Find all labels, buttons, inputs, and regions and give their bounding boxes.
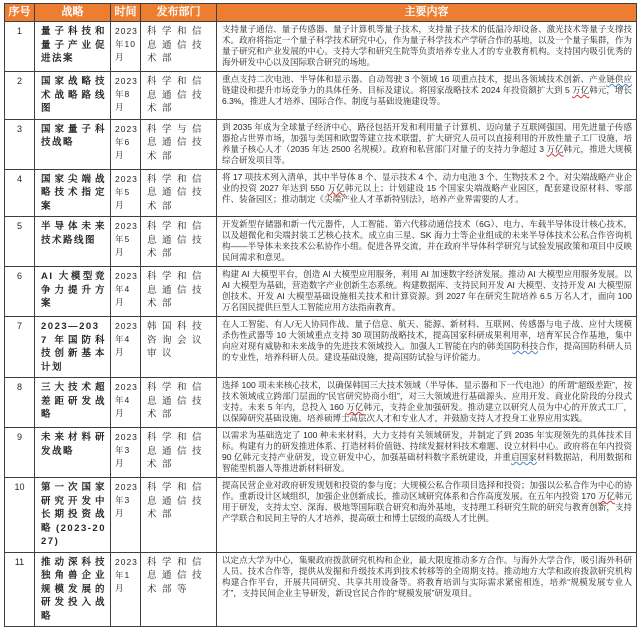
content-segment: 以需求为基础选定了 100 种未来材料，大力支持有关领域研发，并制定了到 2035 年实现领先的具体技术目标。构建有力的研发推进体系、打造材料价值链、持续发掘材料技术难题、设立材料中心。政府将在年内投资 90 亿韩元支持产业研发，设立研发中心，加强基础材料数字系统建设，并重 (222, 430, 632, 462)
row-strategy-name: AI 大模型竞争力提升方案 (35, 267, 111, 317)
content-segment: 材料数据站，利用数据和智能型机器人等推进新材料研发。 (222, 452, 632, 473)
row-strategy-name: 推动深科技独角兽企业规模发展的研发投入战略 (35, 552, 111, 627)
table-row (5, 119, 637, 169)
content-segment: 以定点大学为中心，集聚政府拨款研究机构和企业，最大限度推动多方合作。与海外大学合作，吸引海外科研人员、技术合作等，提供从发掘和升级技术再到技术转移等的全周期支持。推动地方大学和政府拨款研究机构构建合作平台，开展共同研究、共享共用设备等。将教育培训与实际需求紧密相连，培养“规模发展专业人才”，支持民间企业主导研发，新设官民合作的“规模发展”研发项目。 (222, 554, 632, 598)
row-publish-dept: 科学和信息通信技术部 (141, 478, 217, 553)
row-publish-time: 2023年4月 (111, 378, 141, 428)
row-publish-time: 2023年3月 (111, 428, 141, 478)
row-main-content (217, 169, 637, 217)
content-segment: 韩元以上；计划建设 15 个国家尖端战略产业园区，配套建设原材料、零部件、装备园区；推动制定《尖端产业人才革新特别法》，培养产业界需要的人才。 (222, 182, 632, 204)
content-segment-marked: 万亿 (546, 143, 564, 154)
table-row (5, 72, 637, 120)
row-main-content (217, 317, 637, 378)
content-segment-marked: 万亿 (597, 491, 615, 501)
row-publish-time: 2023年6月 (111, 119, 141, 169)
row-strategy-name: 国家尖端战略技术指定案 (35, 169, 111, 217)
row-number: 11 (5, 552, 35, 627)
table-row (5, 478, 637, 553)
header-cell-strategy: 战略 (35, 4, 111, 22)
row-publish-dept: 科学和信息通信技术部 (141, 217, 217, 267)
row-number: 9 (5, 428, 35, 478)
strategy-table (4, 3, 637, 627)
row-publish-time: 2023年8月 (111, 72, 141, 120)
content-segment-marked: 启国家 (510, 452, 537, 462)
row-main-content (217, 267, 637, 317)
content-segment-marked: 万亿 (572, 85, 590, 95)
row-publish-time: 2023年3月 (111, 478, 141, 553)
row-main-content (217, 22, 637, 72)
row-main-content (217, 119, 637, 169)
row-number: 5 (5, 217, 35, 267)
row-strategy-name: 国家量子科技战略 (35, 119, 111, 169)
row-publish-dept: 科学和信息通信技术部 (141, 428, 217, 478)
row-strategy-name: 量子科技和 量子产业促 进法案 (35, 22, 111, 72)
row-publish-dept: 科学和信息通信技术部 (141, 169, 217, 217)
content-segment: 合作，提高国防科研人员的专业性，培养科研人员。建设基础设施，提高国防试验与评价能力。 (222, 341, 632, 362)
content-segment: 韩元，增长 6.3%，推进人才培养、国际合作、制度与基础设施建设等。 (222, 85, 632, 106)
table-row (5, 428, 637, 478)
row-publish-time: 2023年4月 (111, 317, 141, 378)
row-publish-time: 2023年10月 (111, 22, 141, 72)
row-publish-dept: 科学与信息通信技术部 (141, 119, 217, 169)
row-publish-time: 2023年5月 (111, 169, 141, 217)
row-publish-dept: 科学和信息通信技术部 (141, 267, 217, 317)
row-publish-dept: 科学和信息通信技术部等 (141, 552, 217, 627)
row-number: 2 (5, 72, 35, 120)
row-strategy-name: 未来材料研发战略 (35, 428, 111, 478)
row-publish-dept: 科学和信息通信技术部 (141, 72, 217, 120)
row-main-content (217, 428, 637, 478)
table-row (5, 378, 637, 428)
row-number: 10 (5, 478, 35, 553)
row-number: 8 (5, 378, 35, 428)
table-row (5, 267, 637, 317)
content-segment: 支持量子通信、量子传感器、量子计算机等量子技术，支持量子技术的低温冷却设备、激光技术等量子支撑技术。政府将指定一个量子科学技术研究中心，作为量子科学技术产学研合作的基地，以及一个量子集群，作为量子研究和产业发展的中心。支持大学和研究生院等负责培养专业人才的专业教育机构。支持国内吸引优秀的海外研发中心以及国际联合研究的场地。 (222, 24, 632, 67)
content-segment: 提高民营企业对政府研发规划和投资的参与度；大规模公私合作项目选择和投资；加强以公私合作为中心的协作。重新设计区域组织，加强企业创新成长，推动区域研究体系和合作高度发展。在五年内投资 170 (222, 480, 632, 501)
row-main-content (217, 478, 637, 553)
row-publish-dept: 韩国科技咨询会议审议 (141, 317, 217, 378)
table-row (5, 317, 637, 378)
row-main-content (217, 378, 637, 428)
row-publish-dept: 科学和信息通信技术部 (141, 378, 217, 428)
content-segment: 选择 100 项未来核心技术，以确保韩国三大技术领域（半导体、显示器和下一代电池）的所谓“超级差距”，按技术领域成立跨部门层面的“民官研究协商小组”，对三大领域进行基础源头、应用开发、商业化阶段的分段式支持。未来 5 年内，总投入 160 (222, 380, 632, 412)
table-row (5, 22, 637, 72)
table-header-row (5, 4, 637, 22)
table-row (5, 217, 637, 267)
content-segment: 构建 AI 大模型平台，创造 AI 大模型应用服务，利用 AI 加速数字经济发展。推动 AI 大模型应用服务发展。以 AI 大模型为基础，营造数字产业创新生态系统。构建数据库、支持民间开发 AI 大模型、支持开发 AI 大模型原创技术、开发 AI 大模型基础设施相关技术和计算资源。到 2027 年在研究生院培养 6.5 万名人才，面向 100 万名国民提供巨型人工智能应用方法指南教育。 (222, 269, 632, 312)
row-number: 3 (5, 119, 35, 169)
row-number: 1 (5, 22, 35, 72)
content-segment-marked: 链供应 (606, 74, 632, 84)
row-main-content (217, 552, 637, 627)
row-strategy-name: 第一次国家研究开发中长期投资战略(2023-2027) (35, 478, 111, 553)
row-number: 7 (5, 317, 35, 378)
table-row (5, 552, 637, 627)
header-cell-time: 时间 (111, 4, 141, 22)
row-main-content (217, 72, 637, 120)
row-number: 6 (5, 267, 35, 317)
content-segment: 在人工智能、有人/无人协同作战、量子信息、航天、能源、新材料、互联网、传感器与电子战、应付大规模杀伤性武器等 10 大领域重点支持 30 项国防战略技术，提高国家科研成果利用率，培育军民合作基地，集中向应对现有威胁和未来战争的先进技术领域投入。加强人工智能在内的韩美国 (222, 319, 632, 351)
table-body (5, 22, 637, 627)
content-segment: 韩元，推进大规模综合研发项目等。 (222, 143, 632, 165)
row-strategy-name: 三大技术超差距研发战略 (35, 378, 111, 428)
content-segment-marked: 防科技 (512, 341, 539, 351)
content-segment: 重点支持二次电池、半导体和显示器、自动驾驶 3 个领域 16 项重点技术，提出各领域技术创新、产业 (222, 74, 607, 84)
header-cell-no: 序号 (5, 4, 35, 22)
content-segment-marked: 万亿 (346, 402, 364, 412)
row-strategy-name: 国家战略技术战略路线图 (35, 72, 111, 120)
content-segment: 链建设和提升市场竞争力的具体任务、目标及建议。将国家战略技术 2024 年投资额扩大到 5 (222, 85, 573, 95)
header-cell-content: 主要内容 (217, 4, 637, 22)
row-main-content (217, 217, 637, 267)
content-segment: 韩元用于研发，支持太空、深海、极地等国际联合研究和海外基地，支持理工科研究生院的研究与教育创新，支持产学联合和民间主导的人才培养，提高硕士和博士层级的高级人才比例。 (222, 491, 632, 523)
row-publish-time: 2023年1月 (111, 552, 141, 627)
row-strategy-name: 2023—2037 年国防科技创新基本计划 (35, 317, 111, 378)
row-publish-dept: 科学和信息通信技术部 (141, 22, 217, 72)
content-segment: 韩元，支持企业加强研发。推动建立以研究人员为中心的开放式工厂，以保障研究基础设施。培养硕博士高层次人才和专业人才，并鼓励支持人才投身工业界应用实践。 (222, 402, 632, 423)
header-cell-dept: 发布部门 (141, 4, 217, 22)
row-number: 4 (5, 169, 35, 217)
content-segment: 到 2035 年成为全球量子经济中心，路径包括开发和利用量子计算机、迈向量子互联网强国、用先进量子传感器抢占世界市场，加强与美国和欧盟等建立技术联盟，扩大研究人员可以直接利用的开放性量子工厂设施，培养量子核心人才（2035 年达 2500 名规模）。政府和私营部门对量子的支持力争超过 3 (222, 121, 632, 154)
row-publish-time: 2023年4月 (111, 267, 141, 317)
table-row (5, 169, 637, 217)
row-publish-time: 2023年5月 (111, 217, 141, 267)
content-segment: 将 17 项技术列入清单，其中半导体 8 个、显示技术 4 个、动力电池 3 个、生物技术 2 个。对尖端战略产业企业的投资 2027 年达到 550 (222, 171, 632, 193)
content-segment-marked: 万亿 (327, 182, 345, 193)
content-segment: 开发新型存储器和新一代元器件，人工智能、第六代移动通信技术（6G）、电力、车载半导体设计核心技术，以及超微化和尖端封装工艺核心技术。成立由三星、SK 海力士等企业组成的未来半导体技术公私合作咨询机构——半导体未来技术公私协作小组。促进各界交流，并在政府半导体科学研究与试验发展政策和项目中反映民间需求和意见。 (222, 219, 632, 262)
row-strategy-name: 半导体未来技术路线图 (35, 217, 111, 267)
